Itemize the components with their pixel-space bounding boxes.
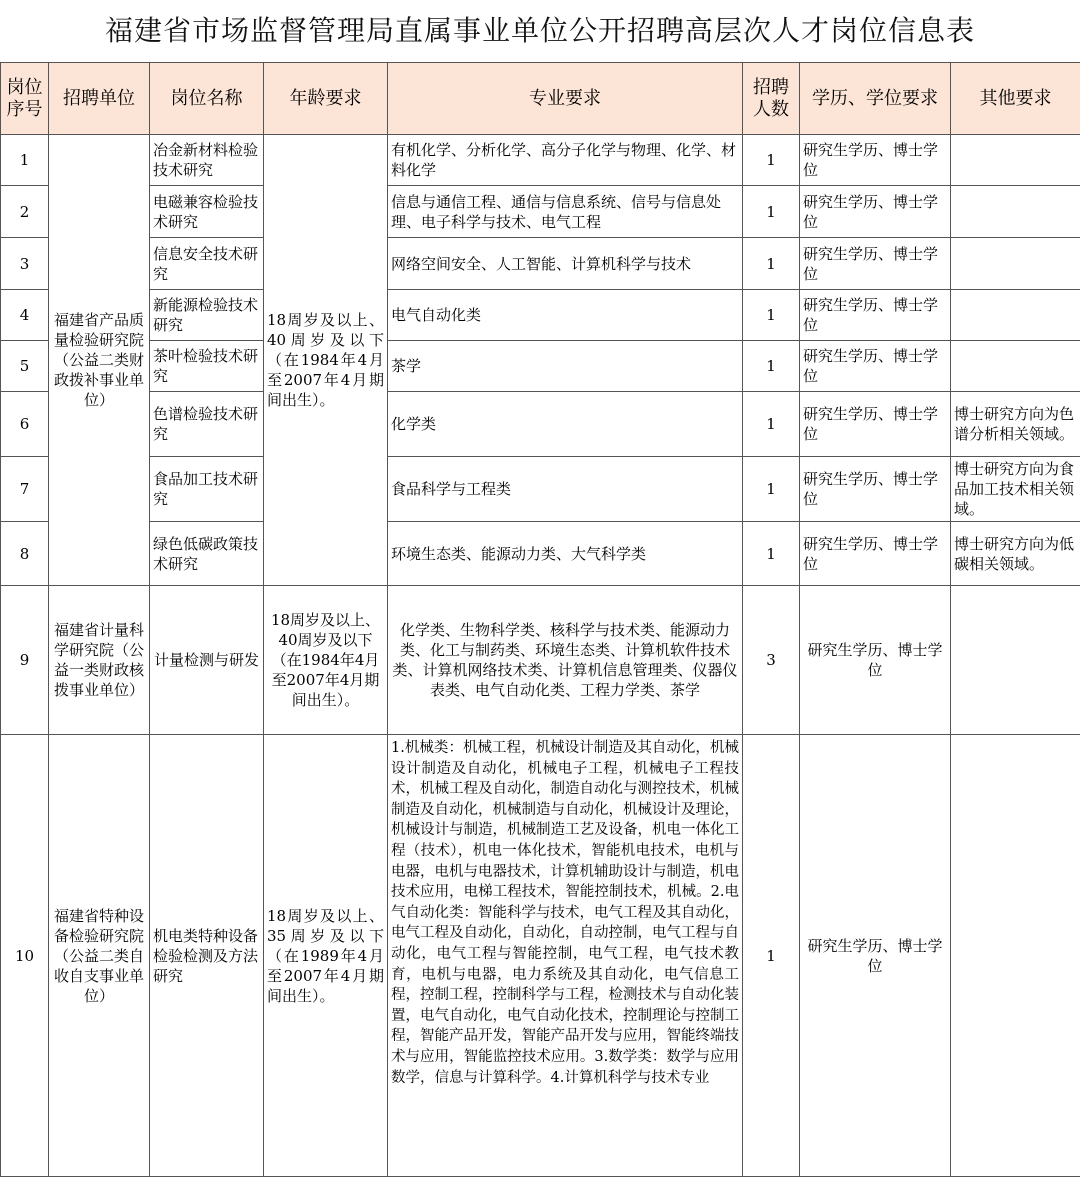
header-count: 招聘人数 [743, 63, 800, 135]
degree-cell: 研究生学历、博士学位 [800, 135, 951, 186]
table-row [1, 457, 1080, 522]
degree-cell: 研究生学历、博士学位 [800, 238, 951, 290]
seq-cell: 10 [1, 735, 49, 1177]
other-cell [951, 586, 1080, 735]
major-cell: 电气自动化类 [388, 290, 743, 341]
major-text: 1.机械类：机械工程，机械设计制造及其自动化，机械设计制造及自动化，机械电子工程，机械电子工程技术，机械工程及自动化，制造自动化与测控技术，机械制造及自动化，机械制造与自动化，机械设计及理论，机械设计与制造，机械制造工艺及设备，机电一体化工程（技术），机电一体化技术，智能机电技术，电机与电器，电机与电器技术，计算机辅助设计与制造，机电技术应用，电梯工程技术，智能控制技术，机械。2.电气自动化类：智能科学与技术，电气工程及其自动化，电气工程及自动化，自动化，自动控制，电气工程与自动化，电气工程与智能控制，电气工程，电气技术教育，电机与电器，电力系统及其自动化，电气信息工程，控制工程，控制科学与工程，检测技术与自动化装置，电气自动化，电气自动化技术，控制理论与控制工程，智能产品开发，智能产品开发与应用，智能终端技术与应用，智能监控技术应用。3.数学类：数学与应用数学，信息与计算科学。4.计算机科学与技术专业 [391, 738, 739, 1088]
unit-cell: 福建省产品质量检验研究院（公益二类财政拨补事业单位） [49, 135, 150, 586]
seq-cell: 8 [1, 522, 49, 586]
other-cell [951, 186, 1080, 238]
unit-cell: 福建省特种设备检验研究院（公益二类自收自支事业单位） [49, 735, 150, 1177]
seq-cell: 9 [1, 586, 49, 735]
header-position: 岗位名称 [150, 63, 264, 135]
header-degree: 学历、学位要求 [800, 63, 951, 135]
table-row [1, 522, 1080, 586]
count-cell: 1 [743, 735, 800, 1177]
degree-cell: 研究生学历、博士学位 [800, 457, 951, 522]
count-cell: 1 [743, 290, 800, 341]
seq-cell: 1 [1, 135, 49, 186]
table-row [1, 135, 1080, 186]
count-cell: 1 [743, 522, 800, 586]
seq-cell: 6 [1, 392, 49, 457]
position-cell: 色谱检验技术研究 [150, 392, 264, 457]
position-cell: 茶叶检验技术研究 [150, 341, 264, 392]
major-cell: 信息与通信工程、通信与信息系统、信号与信息处理、电子科学与技术、电气工程 [388, 186, 743, 238]
count-cell: 1 [743, 135, 800, 186]
major-cell: 食品科学与工程类 [388, 457, 743, 522]
major-cell: 环境生态类、能源动力类、大气科学类 [388, 522, 743, 586]
count-cell: 1 [743, 186, 800, 238]
major-cell [388, 735, 743, 1177]
header-major: 专业要求 [388, 63, 743, 135]
seq-cell: 5 [1, 341, 49, 392]
unit-cell: 福建省计量科学研究院（公益一类财政核拨事业单位） [49, 586, 150, 735]
position-cell: 绿色低碳政策技术研究 [150, 522, 264, 586]
position-cell: 食品加工技术研究 [150, 457, 264, 522]
seq-cell: 7 [1, 457, 49, 522]
age-cell: 18周岁及以上、40周岁及以下（在1984年4月至2007年4月期间出生）。 [264, 135, 388, 586]
age-cell: 18周岁及以上、35周岁及以下（在1989年4月至2007年4月期间出生）。 [264, 735, 388, 1177]
degree-cell: 研究生学历、博士学位 [800, 341, 951, 392]
major-cell: 网络空间安全、人工智能、计算机科学与技术 [388, 238, 743, 290]
header-seq: 岗位序号 [1, 63, 49, 135]
other-cell [951, 135, 1080, 186]
degree-cell: 研究生学历、博士学位 [800, 392, 951, 457]
header-age: 年龄要求 [264, 63, 388, 135]
other-cell [951, 238, 1080, 290]
header-unit: 招聘单位 [49, 63, 150, 135]
position-cell: 信息安全技术研究 [150, 238, 264, 290]
major-cell: 化学类 [388, 392, 743, 457]
age-cell: 18周岁及以上、40周岁及以下（在1984年4月至2007年4月期间出生）。 [264, 586, 388, 735]
count-cell: 1 [743, 238, 800, 290]
table-header-row [1, 63, 1080, 135]
major-cell: 化学类、生物科学类、核科学与技术类、能源动力类、化工与制药类、环境生态类、计算机软件技术类、计算机网络技术类、计算机信息管理类、仪器仪表类、电气自动化类、工程力学类、茶学 [388, 586, 743, 735]
seq-cell: 3 [1, 238, 49, 290]
table-row [1, 586, 1080, 735]
position-cell: 新能源检验技术研究 [150, 290, 264, 341]
other-cell: 博士研究方向为色谱分析相关领域。 [951, 392, 1080, 457]
position-cell: 计量检测与研发 [150, 586, 264, 735]
degree-cell: 研究生学历、博士学位 [800, 522, 951, 586]
table-row [1, 186, 1080, 238]
major-cell: 有机化学、分析化学、高分子化学与物理、化学、材料化学 [388, 135, 743, 186]
degree-cell: 研究生学历、博士学位 [800, 586, 951, 735]
degree-cell: 研究生学历、博士学位 [800, 735, 951, 1177]
other-cell: 博士研究方向为低碳相关领域。 [951, 522, 1080, 586]
page-title: 福建省市场监督管理局直属事业单位公开招聘高层次人才岗位信息表 [0, 0, 1080, 62]
other-cell [951, 341, 1080, 392]
count-cell: 1 [743, 457, 800, 522]
seq-cell: 2 [1, 186, 49, 238]
major-cell: 茶学 [388, 341, 743, 392]
table-row [1, 341, 1080, 392]
count-cell: 1 [743, 341, 800, 392]
other-cell [951, 290, 1080, 341]
position-table [0, 62, 1080, 1177]
other-cell: 博士研究方向为食品加工技术相关领域。 [951, 457, 1080, 522]
position-cell: 机电类特种设备检验检测及方法研究 [150, 735, 264, 1177]
position-cell: 电磁兼容检验技术研究 [150, 186, 264, 238]
table-row [1, 735, 1080, 1177]
count-cell: 3 [743, 586, 800, 735]
header-other: 其他要求 [951, 63, 1080, 135]
table-row [1, 290, 1080, 341]
seq-cell: 4 [1, 290, 49, 341]
table-row [1, 238, 1080, 290]
position-cell: 冶金新材料检验技术研究 [150, 135, 264, 186]
degree-cell: 研究生学历、博士学位 [800, 186, 951, 238]
count-cell: 1 [743, 392, 800, 457]
table-row [1, 392, 1080, 457]
other-cell [951, 735, 1080, 1177]
degree-cell: 研究生学历、博士学位 [800, 290, 951, 341]
